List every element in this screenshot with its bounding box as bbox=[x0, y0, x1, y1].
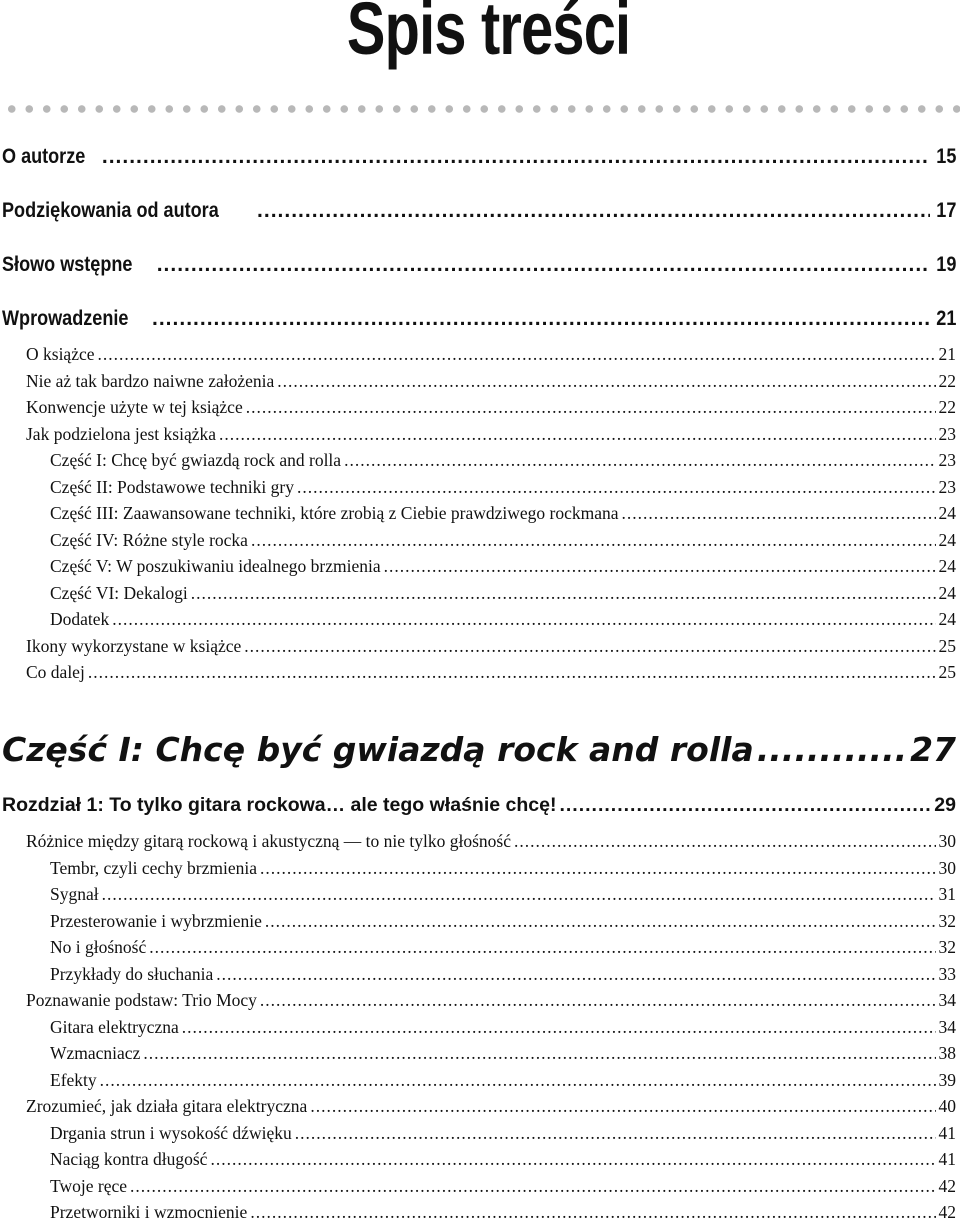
dot-leader bbox=[260, 990, 936, 1008]
toc-entry[interactable] bbox=[26, 371, 956, 392]
toc-entry-title: Gitara elektryczna bbox=[50, 1016, 179, 1037]
toc-page-number: 21 bbox=[935, 307, 956, 330]
toc-page-number: 40 bbox=[938, 1096, 956, 1116]
toc-entry-title: Część III: Zaawansowane techniki, które zrobią z Ciebie prawdziwego rockmana bbox=[50, 503, 619, 523]
toc-entry-title: Różnice między gitarą rockową i akustyczną — to nie tylko głośność bbox=[26, 831, 512, 851]
toc-page-number: 32 bbox=[938, 910, 956, 931]
dot-leader bbox=[559, 794, 931, 814]
toc-chapter-heading[interactable] bbox=[2, 794, 956, 817]
toc-page-number: 38 bbox=[938, 1043, 956, 1063]
dot-leader bbox=[297, 477, 936, 495]
dot-leader bbox=[149, 937, 935, 955]
toc-entry[interactable] bbox=[26, 636, 956, 657]
toc-entry-title: Część VI: Dekalogi bbox=[50, 582, 188, 603]
page-title: Spis treści bbox=[346, 0, 630, 70]
dot-leader bbox=[265, 911, 936, 929]
dot-leader bbox=[251, 530, 936, 548]
toc-entry-title: Konwencje użyte w tej książce bbox=[26, 397, 243, 417]
toc-page-number: 39 bbox=[938, 1069, 956, 1090]
toc-entry[interactable] bbox=[50, 556, 956, 577]
toc-page-number: 24 bbox=[938, 609, 956, 629]
toc-page-number: 41 bbox=[938, 1149, 956, 1169]
dot-leader bbox=[277, 371, 935, 389]
toc-page-number: 30 bbox=[938, 831, 956, 851]
toc-page-number: 24 bbox=[938, 503, 956, 523]
toc-page-number: 25 bbox=[938, 662, 956, 682]
toc-entry-title: No i głośność bbox=[50, 937, 147, 957]
dot-leader bbox=[344, 450, 935, 468]
toc-entry-slowo-wstepne[interactable] bbox=[2, 253, 956, 277]
toc-entry-title: Wzmacniacz bbox=[50, 1043, 141, 1063]
toc-entry[interactable] bbox=[50, 477, 956, 498]
toc-entry-podziekowania[interactable] bbox=[2, 199, 956, 223]
dot-leader bbox=[310, 1096, 935, 1114]
toc-page-number: 23 bbox=[938, 423, 956, 444]
dot-leader bbox=[102, 884, 936, 902]
toc-entry-title: Zrozumieć, jak działa gitara elektryczna bbox=[26, 1096, 308, 1116]
toc-entry[interactable] bbox=[50, 503, 956, 524]
toc-entry-title: Twoje ręce bbox=[50, 1175, 127, 1196]
toc-entry[interactable] bbox=[26, 831, 956, 852]
toc-page-number: 34 bbox=[938, 1016, 956, 1037]
dot-leader bbox=[246, 397, 936, 415]
toc-entry[interactable] bbox=[26, 397, 956, 418]
toc-page-number: 34 bbox=[938, 990, 956, 1010]
toc-entry-title: Wprowadzenie bbox=[2, 307, 129, 330]
toc-entry-wprowadzenie[interactable] bbox=[2, 307, 956, 331]
toc-page-number: 17 bbox=[935, 199, 956, 222]
toc-entry-title: Jak podzielona jest książka bbox=[26, 423, 217, 444]
dot-leader bbox=[244, 636, 935, 654]
toc-entry[interactable] bbox=[50, 583, 956, 604]
toc-entry-title: Poznawanie podstaw: Trio Mocy bbox=[26, 990, 257, 1010]
toc-page-number: 23 bbox=[938, 450, 956, 470]
toc-entry-title: Naciąg kontra długość bbox=[50, 1149, 208, 1169]
toc-page-number: 42 bbox=[938, 1175, 956, 1196]
dot-leader bbox=[112, 609, 935, 627]
toc-entry-title: O autorze bbox=[2, 145, 86, 168]
toc-entry[interactable] bbox=[26, 1096, 956, 1117]
toc-entry[interactable] bbox=[50, 1176, 956, 1197]
dot-leader bbox=[210, 1149, 935, 1167]
toc-entry[interactable] bbox=[26, 990, 956, 1011]
toc-entry-title: Rozdział 1: To tylko gitara rockowa… ale tego właśnie chcę! bbox=[2, 794, 557, 816]
toc-entry-title: Część I: Chcę być gwiazdą rock and rolla bbox=[2, 730, 754, 769]
toc-entry-title: Część II: Podstawowe techniki gry bbox=[50, 476, 294, 497]
toc-entry-title: Drgania strun i wysokość dźwięku bbox=[50, 1122, 292, 1143]
toc-page-number: 21 bbox=[938, 344, 956, 364]
toc-entry-title: Część V: W poszukiwaniu idealnego brzmienia bbox=[50, 556, 381, 576]
toc-entry[interactable] bbox=[26, 662, 956, 683]
toc-page-number: 24 bbox=[938, 529, 956, 550]
toc-page-number: 29 bbox=[934, 794, 956, 816]
dot-leader bbox=[191, 583, 936, 601]
toc-page-number: 15 bbox=[935, 145, 956, 168]
dot-leader bbox=[216, 964, 935, 982]
toc-entry[interactable] bbox=[50, 450, 956, 471]
toc-entry[interactable] bbox=[50, 964, 956, 985]
toc-entry[interactable] bbox=[50, 1123, 956, 1144]
toc-entry-o-autorze[interactable] bbox=[2, 145, 956, 169]
toc-page-number: 32 bbox=[938, 937, 956, 957]
toc-page-number: 41 bbox=[938, 1122, 956, 1143]
toc-entry[interactable] bbox=[50, 884, 956, 905]
toc-entry-title: Część IV: Różne style rocka bbox=[50, 529, 248, 550]
toc-page-number: 22 bbox=[938, 397, 956, 417]
toc-entry[interactable] bbox=[26, 424, 956, 445]
toc-entry-title: Dodatek bbox=[50, 609, 110, 629]
dot-leader bbox=[157, 253, 930, 274]
dot-leader bbox=[182, 1017, 936, 1035]
dot-leader bbox=[219, 424, 935, 442]
toc-part-heading[interactable] bbox=[2, 730, 956, 769]
toc-entry-title: Nie aż tak bardzo naiwne założenia bbox=[26, 370, 275, 391]
dot-leader bbox=[88, 662, 936, 680]
toc-entry[interactable] bbox=[50, 1070, 956, 1091]
dot-leader bbox=[143, 1043, 935, 1061]
toc-entry[interactable] bbox=[26, 344, 956, 365]
toc-page-number: 31 bbox=[938, 884, 956, 904]
toc-page-number: 27 bbox=[910, 730, 956, 769]
toc-page-number: 22 bbox=[938, 370, 956, 391]
toc-page-number: 25 bbox=[938, 635, 956, 656]
toc-entry-title: Przesterowanie i wybrzmienie bbox=[50, 910, 262, 931]
toc-entry[interactable] bbox=[50, 911, 956, 932]
toc-entry-title: Sygnał bbox=[50, 884, 99, 904]
toc-page-number: 24 bbox=[938, 582, 956, 603]
toc-page-number: 30 bbox=[938, 857, 956, 878]
toc-entry-title: Część I: Chcę być gwiazdą rock and rolla bbox=[50, 450, 342, 470]
toc-page-number: 23 bbox=[938, 476, 956, 497]
dot-leader bbox=[622, 503, 936, 521]
toc-entry[interactable] bbox=[50, 937, 956, 958]
toc-page-number: 24 bbox=[938, 556, 956, 576]
toc-entry-title: Ikony wykorzystane w książce bbox=[26, 635, 242, 656]
dot-leader bbox=[257, 199, 930, 220]
toc-entry-title: Przetworniki i wzmocnienie bbox=[50, 1202, 248, 1222]
toc-entry-title: Tembr, czyli cechy brzmienia bbox=[50, 857, 258, 878]
toc-page-number: 42 bbox=[938, 1202, 956, 1222]
toc-entry-title: O książce bbox=[26, 344, 95, 364]
dot-leader bbox=[130, 1176, 936, 1194]
dot-leader bbox=[102, 145, 930, 166]
toc-entry[interactable] bbox=[50, 530, 956, 551]
toc-entry[interactable] bbox=[50, 1149, 956, 1170]
dot-leader bbox=[260, 858, 935, 876]
toc-entry-title: Podziękowania od autora bbox=[2, 199, 219, 222]
toc-entry[interactable] bbox=[50, 1017, 956, 1038]
toc-page-number: 19 bbox=[935, 253, 956, 276]
toc-entry-title: Efekty bbox=[50, 1069, 97, 1090]
toc-entry[interactable] bbox=[50, 858, 956, 879]
dot-leader bbox=[295, 1123, 936, 1141]
dot-leader bbox=[98, 344, 936, 362]
dot-leader bbox=[514, 831, 935, 849]
toc-entry-title: Co dalej bbox=[26, 662, 85, 682]
dot-leader bbox=[100, 1070, 936, 1088]
toc-entry[interactable] bbox=[50, 609, 956, 630]
toc-page-number: 33 bbox=[938, 963, 956, 984]
dot-leader bbox=[152, 307, 930, 328]
toc-entry[interactable] bbox=[50, 1202, 956, 1223]
toc-entry-title: Słowo wstępne bbox=[2, 253, 133, 276]
toc-entry[interactable] bbox=[50, 1043, 956, 1064]
dotted-divider bbox=[0, 104, 960, 114]
toc-entry-title: Przykłady do słuchania bbox=[50, 963, 214, 984]
dot-leader bbox=[384, 556, 936, 574]
dot-leader bbox=[757, 730, 907, 763]
dot-leader bbox=[250, 1202, 935, 1220]
